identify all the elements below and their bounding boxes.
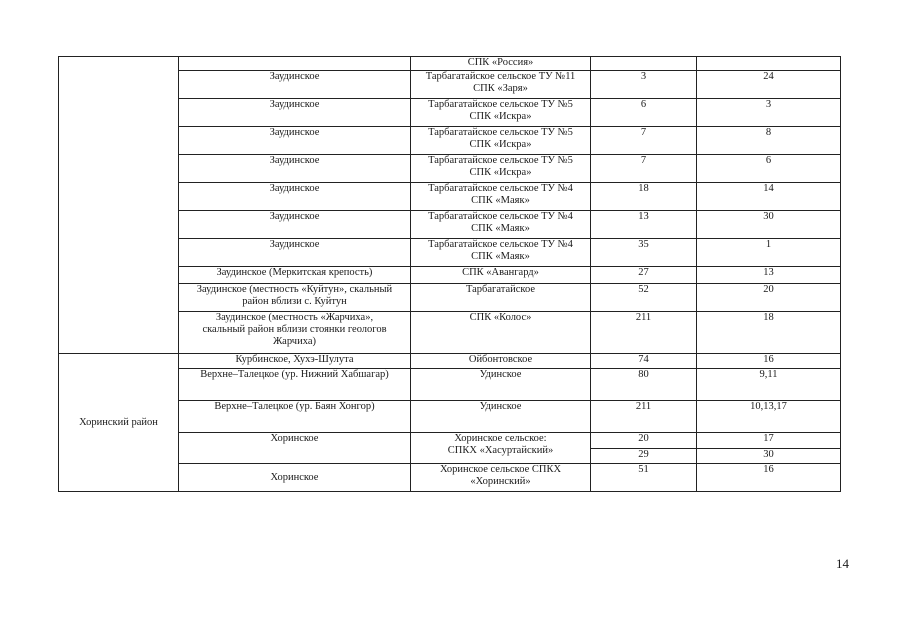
territory-line: СПК «Заря»	[473, 83, 528, 94]
district-cell-empty	[59, 57, 179, 354]
ref-cell: 20	[697, 284, 841, 312]
territory-cell: Тарбагатайское	[411, 284, 591, 312]
site-cell: Заудинское	[179, 155, 411, 183]
territory-line: СПК «Маяк»	[471, 195, 530, 206]
territory-cell	[411, 71, 591, 99]
ref-cell: 24	[697, 71, 841, 99]
ref-cell: 6	[697, 155, 841, 183]
site-line: скальный район вблизи стоянки геологов	[202, 324, 387, 335]
count-cell: 29	[591, 449, 697, 464]
territory-cell	[411, 155, 591, 183]
ref-cell: 8	[697, 127, 841, 155]
ref-cell: 16	[697, 464, 841, 492]
site-cell: Хоринское	[179, 433, 411, 464]
table-row	[59, 57, 841, 71]
site-line: Заудинское (местность «Жарчиха»,	[215, 312, 374, 323]
count-cell: 3	[591, 71, 697, 99]
count-cell: 51	[591, 464, 697, 492]
territory-line: СПК «Искра»	[469, 139, 532, 150]
site-cell: Заудинское	[179, 71, 411, 99]
monuments-table	[58, 56, 841, 492]
site-cell: Заудинское	[179, 211, 411, 239]
ref-cell: 1	[697, 239, 841, 267]
ref-cell: 3	[697, 99, 841, 127]
site-cell: Верхне–Талецкое (ур. Баян Хонгор)	[179, 401, 411, 433]
territory-line: Тарбагатайское сельское ТУ №4	[428, 239, 573, 250]
ref-cell: 16	[697, 354, 841, 369]
site-cell: Курбинское, Хухэ-Шулута	[179, 354, 411, 369]
site-cell: Заудинское	[179, 239, 411, 267]
territory-cell	[411, 239, 591, 267]
territory-cell	[411, 99, 591, 127]
ref-cell: 17	[697, 433, 841, 449]
territory-cell	[411, 211, 591, 239]
count-cell	[591, 57, 697, 71]
territory-line: Хоринское сельское СПКХ	[439, 464, 562, 475]
territory-line: Тарбагатайское сельское ТУ №5	[428, 99, 573, 110]
territory-line: «Хоринский»	[470, 476, 531, 487]
site-cell: Заудинское (Меркитская крепость)	[179, 267, 411, 284]
count-cell: 211	[591, 312, 697, 354]
count-cell: 35	[591, 239, 697, 267]
territory-line: Хоринское сельское:	[454, 433, 547, 444]
count-cell: 80	[591, 369, 697, 401]
count-cell: 6	[591, 99, 697, 127]
territory-line: СПК «Маяк»	[471, 251, 530, 262]
count-cell: 7	[591, 127, 697, 155]
count-cell: 74	[591, 354, 697, 369]
territory-line: Тарбагатайское сельское ТУ №5	[428, 155, 573, 166]
territory-cell: СПК «Колос»	[411, 312, 591, 354]
count-cell: 18	[591, 183, 697, 211]
page-number: 14	[836, 556, 849, 571]
ref-cell	[697, 57, 841, 71]
territory-line: Тарбагатайское сельское ТУ №4	[428, 183, 573, 194]
district-cell: Хоринский район	[59, 354, 179, 492]
count-cell: 20	[591, 433, 697, 449]
territory-line: СПК «Искра»	[469, 167, 532, 178]
count-cell: 52	[591, 284, 697, 312]
territory-cell	[411, 433, 591, 464]
territory-line: Тарбагатайское сельское ТУ №5	[428, 127, 573, 138]
ref-cell: 13	[697, 267, 841, 284]
territory-line: Тарбагатайское сельское ТУ №4	[428, 211, 573, 222]
territory-cell: Удинское	[411, 369, 591, 401]
table-row	[59, 354, 841, 369]
site-cell: Хоринское	[179, 464, 411, 492]
count-cell: 27	[591, 267, 697, 284]
territory-line: Тарбагатайское сельское ТУ №11	[425, 71, 576, 82]
count-cell: 13	[591, 211, 697, 239]
site-cell	[179, 57, 411, 71]
site-cell: Заудинское	[179, 127, 411, 155]
territory-cell: Ойбонтовское	[411, 354, 591, 369]
site-cell: Заудинское	[179, 183, 411, 211]
territory-cell: СПК «Россия»	[411, 57, 591, 71]
territory-line: СПКХ «Хасуртайский»	[447, 445, 554, 456]
count-cell: 211	[591, 401, 697, 433]
ref-cell: 18	[697, 312, 841, 354]
ref-cell: 9,11	[697, 369, 841, 401]
ref-cell: 10,13,17	[697, 401, 841, 433]
site-cell: Верхне–Талецкое (ур. Нижний Хабшагар)	[179, 369, 411, 401]
territory-line: СПК «Искра»	[469, 111, 532, 122]
ref-cell: 14	[697, 183, 841, 211]
ref-cell: 30	[697, 211, 841, 239]
count-cell: 7	[591, 155, 697, 183]
ref-cell: 30	[697, 449, 841, 464]
site-cell	[179, 284, 411, 312]
site-cell: Заудинское	[179, 99, 411, 127]
site-cell	[179, 312, 411, 354]
site-line: Жарчиха)	[273, 336, 316, 347]
site-line: Заудинское (местность «Куйтун», скальный	[196, 284, 393, 295]
territory-cell	[411, 127, 591, 155]
territory-cell: СПК «Авангард»	[411, 267, 591, 284]
site-line: район вблизи с. Куйтун	[242, 296, 347, 307]
territory-line: СПК «Маяк»	[471, 223, 530, 234]
territory-cell: Удинское	[411, 401, 591, 433]
territory-cell	[411, 464, 591, 492]
territory-cell	[411, 183, 591, 211]
